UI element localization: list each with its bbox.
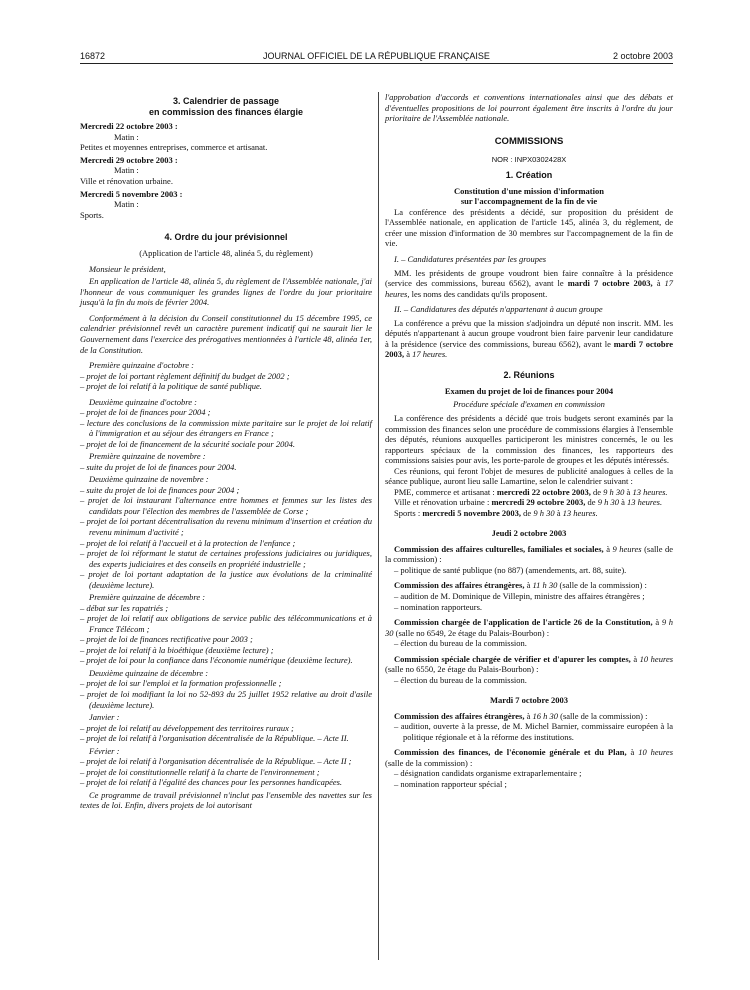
period-title: Janvier : bbox=[89, 712, 120, 723]
text-segment: à bbox=[656, 278, 661, 289]
period-block bbox=[80, 668, 372, 710]
candidatures-paragraph bbox=[385, 318, 673, 360]
deadline-time: 17 heures. bbox=[412, 349, 448, 360]
agenda-item: – élection du bureau de la commission. bbox=[394, 638, 527, 649]
period-item: – débat sur les rapatriés ; bbox=[80, 602, 169, 613]
commission-entry bbox=[385, 654, 673, 675]
mission-title bbox=[385, 186, 673, 207]
candidatures-heading: I. – Candidatures présentées par les groupes bbox=[394, 254, 547, 264]
period-item: – projet de loi de financement de la sécurité sociale pour 2004. bbox=[80, 438, 295, 449]
calendar-date: Mercredi 29 octobre 2003 : bbox=[80, 154, 178, 165]
intro-paragraph: En application de l'article 48, alinéa 5, du règlement de l'Assemblée nationale, j'ai l'honneur de vous communiquer les grandes lignes de l'ordre du jour prioritaire jusqu'à la fin du mois de février 2004. bbox=[80, 276, 372, 308]
candidatures-paragraph bbox=[385, 268, 673, 300]
commission-entry bbox=[385, 580, 673, 591]
reunions-paragraph: Ces réunions, qui feront l'objet de mesures de publicité analogues à celles de la séance publique, auront lieu salle Lamartine, selon le calendrier suivant : bbox=[385, 465, 673, 487]
calendar-session: Matin : bbox=[114, 199, 139, 210]
commission-entry bbox=[385, 544, 673, 565]
agenda-item: – audition de M. Dominique de Villepin, ministre des affaires étrangères ; bbox=[394, 590, 645, 601]
text-segment: à bbox=[633, 653, 638, 664]
examen-title: Examen du projet de loi de finances pour 2004 bbox=[444, 385, 614, 396]
text-segment: à bbox=[621, 497, 625, 508]
text-segment: à bbox=[526, 580, 531, 591]
period-title: Première quinzaine de décembre : bbox=[89, 592, 206, 603]
schedule-date: mercredi 22 octobre 2003, bbox=[496, 486, 591, 497]
period-title: Première quinzaine d'octobre : bbox=[89, 360, 194, 371]
meeting-room: (salle de la commission) : bbox=[385, 757, 473, 768]
period-title: Deuxième quinzaine de novembre : bbox=[89, 474, 209, 485]
period-item: – projet de loi relatif à la bioéthique (deuxième lecture) ; bbox=[80, 644, 274, 655]
agenda-item: – élection du bureau de la commission. bbox=[394, 674, 527, 685]
deadline-time: 17 heures, bbox=[385, 278, 674, 299]
period-title: Première quinzaine de novembre : bbox=[89, 451, 206, 462]
period-title: Deuxième quinzaine d'octobre : bbox=[89, 396, 197, 407]
text-segment: La conférence a prévu que la mission s'adjoindra un député non inscrit. MM. les députés n'appartenant à aucun groupe voudront bien faire parvenir leur candidature à la présidence (service des commissions, bureau 6562), avant le bbox=[385, 317, 673, 349]
page-number: 16872 bbox=[80, 51, 106, 61]
intro-paragraph: Conformément à la décision du Conseil constitutionnel du 15 décembre 1995, ce calendrier prévisionnel revêt un caractère purement indicatif qui ne saurait lier le Gouvernement dans l'exercice des prérogatives mentionnées à l'article 48, alinéa 1er, de la Constitution. bbox=[80, 312, 372, 355]
nor-reference: NOR : INPX0302428X bbox=[491, 155, 567, 165]
schedule-line bbox=[385, 497, 673, 508]
schedule-line bbox=[385, 508, 673, 519]
commission-name: Commission des affaires culturelles, familiales et sociales, bbox=[394, 543, 604, 554]
period-item: – lecture des conclusions de la commission mixte paritaire sur le projet de loi relatif à l'immigration et au séjour des étrangers en France ; bbox=[80, 417, 372, 439]
ordre-subtitle: (Application de l'article 48, alinéa 5, du règlement) bbox=[139, 248, 313, 259]
period-item: – projet de loi relatif aux obligations de service public des télécommunications et à France Télécom ; bbox=[80, 613, 372, 634]
commission-name: Commission des affaires étrangères, bbox=[394, 580, 525, 591]
mission-title-line2: sur l'accompagnement de la fin de vie bbox=[460, 196, 598, 207]
text-segment: PME, commerce et artisanat : bbox=[394, 486, 495, 497]
text-segment: de bbox=[523, 507, 532, 518]
schedule-time: 13 heures. bbox=[562, 507, 598, 518]
commission-name: Commission chargée de l'application de l'article 26 de la Constitution, bbox=[394, 617, 653, 628]
schedule-line bbox=[385, 487, 673, 498]
commission-name: Commission des finances, de l'économie générale et du Plan, bbox=[394, 747, 627, 758]
text-segment: les noms des candidats qu'ils proposent. bbox=[411, 288, 548, 299]
period-item: – projet de loi portant règlement définitif du budget de 2002 ; bbox=[80, 370, 290, 381]
period-item: – projet de loi relatif à l'organisation décentralisée de la République. – Acte II. bbox=[80, 733, 349, 744]
period-item: – projet de loi de finances rectificative pour 2003 ; bbox=[80, 634, 253, 645]
column-divider bbox=[378, 92, 379, 960]
ordre-title: 4. Ordre du jour prévisionnel bbox=[164, 232, 288, 243]
text-segment: MM. les présidents de groupe voudront bien faire connaître à la présidence (service des commissions, bureau 6562), avant le bbox=[385, 267, 673, 289]
period-item: – projet de loi réformant le statut de certaines professions judiciaires ou juridiques, des experts judiciaires et des conseils en propriété industrielle ; bbox=[80, 548, 372, 569]
period-item: – projet de loi relatif à l'organisation décentralisée de la République. – Acte II ; bbox=[80, 756, 352, 767]
left-column bbox=[80, 96, 372, 811]
agenda-item: – audition, ouverte à la presse, de M. Michel Barnier, commissaire européen à la politique régionale et à la réforme des institutions. bbox=[394, 721, 673, 742]
period-title: Deuxième quinzaine de décembre : bbox=[89, 667, 209, 678]
closing-paragraph: Ce programme de travail prévisionnel n'inclut pas l'ensemble des navettes sur les textes de loi. Enfin, divers projets de loi autorisant bbox=[80, 789, 372, 811]
agenda-item: – politique de santé publique (no 887) (amendements, art. 88, suite). bbox=[394, 564, 627, 575]
text-segment: de bbox=[587, 497, 596, 508]
calendar-subject: Sports. bbox=[80, 209, 104, 220]
agenda-item: – nomination rapporteur spécial ; bbox=[394, 778, 507, 789]
period-item: – projet de loi modifiant la loi no 52-893 du 25 juillet 1952 relative au droit d'asile (deuxième lecture). bbox=[80, 688, 372, 710]
page-header bbox=[80, 49, 673, 64]
meeting-room: (salle de la commission) : bbox=[560, 710, 648, 721]
issue-date: 2 octobre 2003 bbox=[612, 51, 673, 61]
calendar-entry bbox=[80, 155, 372, 187]
reunions-paragraph: La conférence des présidents a décidé que trois budgets seront examinés par la commission des finances selon une procédure de commissions élargies à l'ensemble des députés, réunions auxquelles participeront les ministres concernés, le ou les rapporteurs spéciaux de la commission des finances, les rapporteurs des commissions saisies pour avis, les porte-parole de groupes et les députés intéressés. bbox=[385, 413, 673, 466]
calendar-title-line1: 3. Calendrier de passage bbox=[172, 96, 280, 106]
period-item: – suite du projet de loi de finances pour 2004 ; bbox=[80, 484, 240, 495]
agenda-item: – désignation candidats organisme extraparlementaire ; bbox=[394, 768, 582, 779]
reunions-heading: 2. Réunions bbox=[503, 369, 555, 380]
period-item: – suite du projet de loi de finances pour 2004. bbox=[80, 461, 237, 472]
salutation: Monsieur le président, bbox=[89, 263, 166, 274]
candidatures-heading: II. – Candidatures des députés n'appartenant à aucun groupe bbox=[394, 304, 603, 315]
calendar-date: Mercredi 22 octobre 2003 : bbox=[80, 121, 178, 132]
period-block bbox=[80, 474, 372, 590]
deadline-date: mardi 7 octobre 2003, bbox=[567, 278, 653, 289]
period-item: – projet de loi portant décentralisation du revenu minimum d'insertion et création du revenu minimum d'activité ; bbox=[80, 516, 372, 537]
period-block bbox=[80, 592, 372, 666]
commissions-heading: COMMISSIONS bbox=[494, 135, 564, 147]
calendar-subject: Petites et moyennes entreprises, commerce et artisanat. bbox=[80, 142, 268, 153]
meeting-time: 9 heures bbox=[612, 543, 642, 554]
commission-name: Commission spéciale chargée de vérifier et d'apurer les comptes, bbox=[394, 653, 631, 664]
period-block bbox=[80, 451, 372, 472]
meeting-room: (salle de la commission) : bbox=[385, 543, 674, 565]
agenda-item: – nomination rapporteurs. bbox=[394, 601, 483, 612]
period-item: – projet de loi de finances pour 2004 ; bbox=[80, 407, 211, 418]
calendar-subject: Ville et rénovation urbaine. bbox=[80, 175, 173, 186]
text-segment: à bbox=[556, 507, 561, 518]
creation-heading: 1. Création bbox=[505, 169, 553, 180]
calendar-title bbox=[80, 96, 372, 118]
period-block bbox=[80, 712, 372, 744]
period-item: – projet de loi relatif à la politique de santé publique. bbox=[80, 381, 262, 392]
schedule-date: mercredi 5 novembre 2003, bbox=[422, 507, 522, 518]
deadline-date: mardi 7 octobre 2003, bbox=[385, 338, 674, 360]
period-item: – projet de loi sur l'emploi et la formation professionnelle ; bbox=[80, 678, 282, 689]
meeting-time: 10 heures bbox=[639, 653, 674, 664]
text-segment: à bbox=[526, 710, 531, 721]
text-segment: à bbox=[626, 486, 631, 497]
period-item: – projet de loi constitutionnelle relatif à la charte de l'environnement ; bbox=[80, 766, 320, 777]
text-segment: Sports : bbox=[394, 507, 421, 518]
period-item: – projet de loi pour la confiance dans l'économie numérique (deuxième lecture). bbox=[80, 655, 353, 666]
text-segment: à bbox=[655, 617, 660, 628]
day-heading: Mardi 7 octobre 2003 bbox=[490, 695, 568, 706]
schedule-time: 13 heures. bbox=[626, 497, 663, 508]
procedure-subtitle: Procédure spéciale d'examen en commission bbox=[453, 399, 605, 410]
text-segment: à bbox=[406, 349, 411, 360]
period-title: Février : bbox=[89, 745, 120, 756]
period-item: – projet de loi instaurant l'alternance entre hommes et femmes sur les listes des candidats pour l'élection des membres de l'assemblée de Corse ; bbox=[80, 495, 372, 516]
commission-name: Commission des affaires étrangères, bbox=[394, 710, 525, 721]
meeting-time: 10 heures bbox=[638, 747, 674, 758]
meeting-room: (salle no 6550, 2e étage du Palais-Bourbon) : bbox=[385, 664, 539, 675]
journal-title: JOURNAL OFFICIEL DE LA RÉPUBLIQUE FRANÇAISE bbox=[263, 51, 490, 61]
calendar-session: Matin : bbox=[114, 131, 139, 142]
period-block bbox=[80, 397, 372, 450]
period-block bbox=[80, 360, 372, 392]
schedule-date: mercredi 29 octobre 2003, bbox=[491, 497, 586, 508]
period-item: – projet de loi relatif au développement des territoires ruraux ; bbox=[80, 722, 294, 733]
text-segment: de bbox=[593, 486, 602, 497]
right-column bbox=[385, 92, 673, 789]
calendar-session: Matin : bbox=[114, 165, 139, 176]
meeting-time: 9 h 30 bbox=[385, 617, 674, 638]
schedule-time: 13 heures. bbox=[632, 486, 668, 497]
period-item: – projet de loi relatif à l'accueil et à la protection de l'enfance ; bbox=[80, 537, 296, 548]
commission-entry bbox=[385, 617, 673, 638]
schedule-time: 9 h 30 bbox=[597, 497, 619, 508]
calendar-title-line2: en commission des finances élargie bbox=[148, 107, 304, 118]
meeting-time: 11 h 30 bbox=[532, 580, 558, 591]
period-item: – projet de loi relatif à l'égalité des chances pour les personnes handicapées. bbox=[80, 777, 343, 788]
mission-paragraph: La conférence des présidents a décidé, sur proposition du président de l'Assemblée nationale, en application de l'article 145, alinéa 3, du règlement, de créer une mission d'information de 30 membres sur l'accompagnement de la fin de vie. bbox=[385, 206, 673, 249]
meeting-room: (salle de la commission) : bbox=[559, 580, 647, 591]
meeting-room: (salle no 6549, 2e étage du Palais-Bourbon) : bbox=[395, 627, 550, 638]
commission-entry bbox=[385, 711, 673, 722]
day-heading: Jeudi 2 octobre 2003 bbox=[491, 528, 567, 539]
continuation-paragraph: l'approbation d'accords et conventions internationales ainsi que des débats et d'éventuelles propositions de loi pourront également être inscrits à l'ordre du jour prioritaire de l'Assemblée nationale. bbox=[385, 92, 673, 124]
text-segment: à bbox=[606, 543, 610, 554]
mission-title-line1: Constitution d'une mission d'information bbox=[454, 185, 604, 196]
meeting-time: 16 h 30 bbox=[532, 710, 559, 721]
schedule-time: 9 h 30 bbox=[533, 507, 555, 518]
period-item: – projet de loi portant adaptation de la justice aux évolutions de la criminalité (deuxième lecture). bbox=[80, 569, 372, 590]
commission-entry bbox=[385, 747, 673, 768]
calendar-date: Mercredi 5 novembre 2003 : bbox=[80, 188, 183, 199]
calendar-entry bbox=[80, 189, 372, 221]
calendar-entry bbox=[80, 121, 372, 153]
text-segment: à bbox=[630, 747, 635, 758]
schedule-time: 9 h 30 bbox=[603, 486, 625, 497]
period-block bbox=[80, 746, 372, 788]
text-segment: Ville et rénovation urbaine : bbox=[394, 497, 490, 508]
